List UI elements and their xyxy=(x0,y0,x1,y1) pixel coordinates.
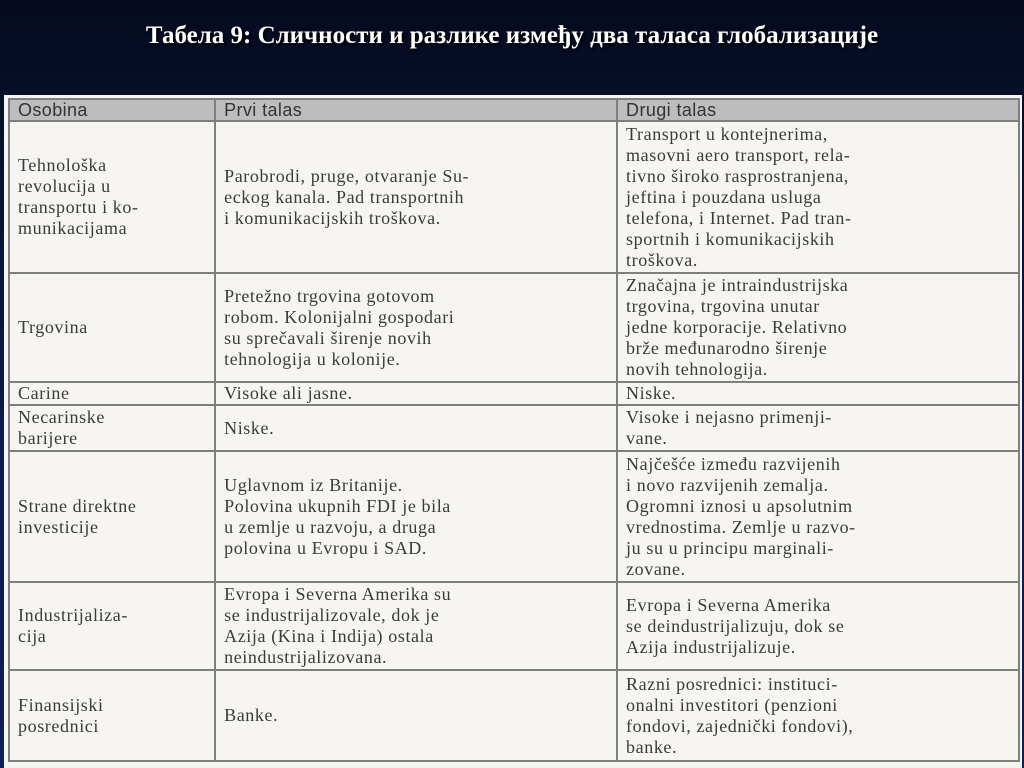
cell-prvi-talas: Evropa i Severna Amerika su se industrijalizovale, dok je Azija (Kina i Indija) ostala neindustrijalizovana. xyxy=(215,582,617,670)
cell-drugi-talas: Transport u kontejnerima, masovni aero transport, rela- tivno široko rasprostranjena, jeftina i pouzdana usluga telefona, i Internet. Pad tran- sportnih i komunikacijskih troškova. xyxy=(617,121,1019,273)
cell-osobina: Carine xyxy=(9,382,215,405)
header-prvi-talas: Prvi talas xyxy=(215,99,617,121)
cell-prvi-talas: Niske. xyxy=(215,405,617,451)
header-drugi-talas: Drugi talas xyxy=(617,99,1019,121)
table-row xyxy=(9,670,1019,761)
cell-drugi-talas: Evropa i Severna Amerika se deindustrijalizuju, dok se Azija industrijalizuje. xyxy=(617,582,1019,670)
cell-osobina: Trgovina xyxy=(9,273,215,382)
scanned-table-image xyxy=(4,95,1022,768)
table-row xyxy=(9,451,1019,582)
cell-osobina: Strane direktne investicije xyxy=(9,451,215,582)
cell-prvi-talas: Parobrodi, pruge, otvaranje Su- eckog kanala. Pad transportnih i komunikacijskih troškova. xyxy=(215,121,617,273)
cell-osobina: Industrijaliza- cija xyxy=(9,582,215,670)
cell-prvi-talas: Uglavnom iz Britanije. Polovina ukupnih FDI je bila u zemlje u razvoju, a druga polovina u Evropu i SAD. xyxy=(215,451,617,582)
cell-osobina: Tehnološka revolucija u transportu i ko- munikacijama xyxy=(9,121,215,273)
cell-osobina: Finansijski posrednici xyxy=(9,670,215,761)
comparison-table xyxy=(8,98,1020,762)
table-row xyxy=(9,273,1019,382)
cell-osobina: Necarinske barijere xyxy=(9,405,215,451)
cell-prvi-talas: Visoke ali jasne. xyxy=(215,382,617,405)
cell-drugi-talas: Razni posrednici: instituci- onalni investitori (penzioni fondovi, zajednički fondovi), banke. xyxy=(617,670,1019,761)
cell-prvi-talas: Pretežno trgovina gotovom robom. Kolonijalni gospodari su sprečavali širenje novih tehnologija u kolonije. xyxy=(215,273,617,382)
table-header-row xyxy=(9,99,1019,121)
table-row xyxy=(9,382,1019,405)
table-row xyxy=(9,121,1019,273)
header-osobina: Osobina xyxy=(9,99,215,121)
cell-prvi-talas: Banke. xyxy=(215,670,617,761)
cell-drugi-talas: Niske. xyxy=(617,382,1019,405)
table-row xyxy=(9,582,1019,670)
cell-drugi-talas: Značajna je intraindustrijska trgovina, trgovina unutar jedne korporacije. Relativno brže međunarodno širenje novih tehnologija. xyxy=(617,273,1019,382)
table-row xyxy=(9,405,1019,451)
cell-drugi-talas: Visoke i nejasno primenji- vane. xyxy=(617,405,1019,451)
cell-drugi-talas: Najčešće između razvijenih i novo razvijenih zemalja. Ogromni iznosi u apsolutnim vrednostima. Zemlje u razvo- ju su u principu marginali- zovane. xyxy=(617,451,1019,582)
slide-title: Табела 9: Сличности и разлике између два таласа глобализације xyxy=(145,22,879,49)
